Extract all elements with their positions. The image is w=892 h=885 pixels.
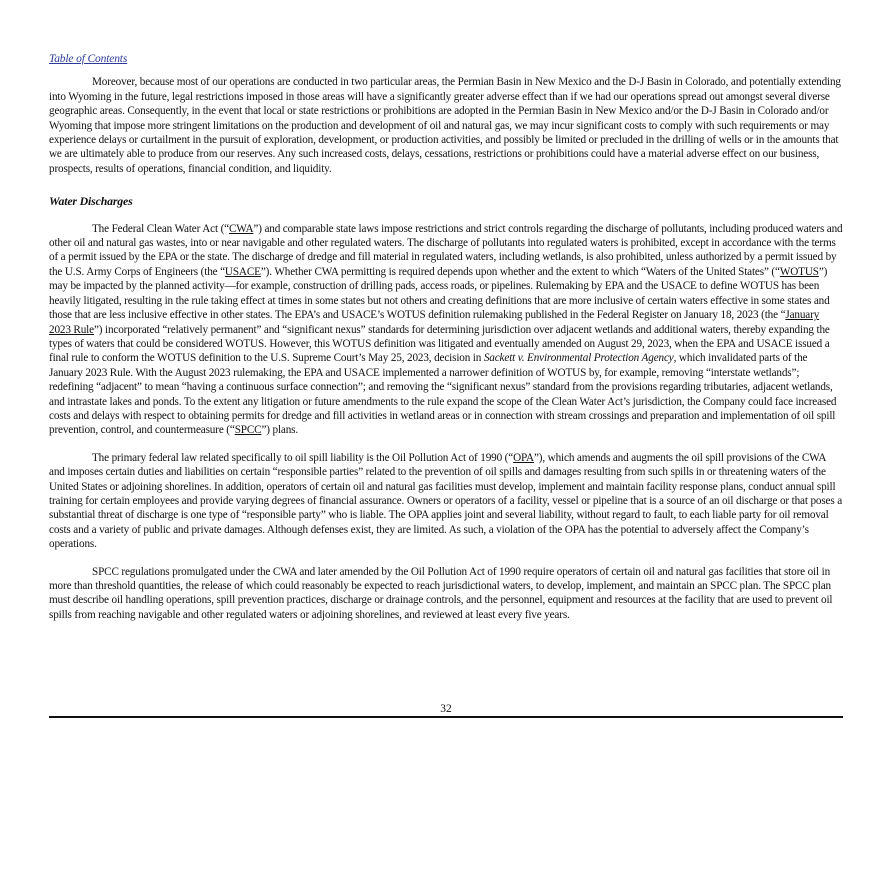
- document-page: [49, 52, 843, 635]
- term-spcc: SPCC: [234, 424, 262, 437]
- table-of-contents-link[interactable]: Table of Contents: [49, 53, 128, 65]
- case-name: Sackett v. Environmental Protection Agency: [483, 352, 674, 365]
- paragraph-oil-pollution-act: The primary federal law related specifically to oil spill liability is the Oil Pollution Act of 1990 (“OPA”), which amends and augments the oil spill provisions of the CWA and imposes certain duties and liabilities on certain “responsible parties” related to the prevention of oil spills and damages resulting from such spills in or threatening waters of the United States or adjoining shorelines. In addition, operators of certain oil and natural gas facilities must develop, implement and maintain facility response plans, conduct annual spill training for certain employees and provide varying degrees of financial assurance. Owners or operators of a facility, vessel or pipeline that is a source of an oil discharge or that poses a substantial threat of discharge is one type of “responsible party” who is liable. The OPA applies joint and several liability, without regard to fault, to each liable party for oil removal costs and a variety of public and private damages. Although defenses exist, they are limited. As such, a violation of the OPA has the potential to adversely affect the Company’s operations.: [49, 451, 843, 551]
- term-january-2023-rule: January 2023 Rule: [49, 309, 820, 336]
- term-usace: USACE: [224, 265, 261, 278]
- section-heading-water-discharges: Water Discharges: [49, 194, 133, 209]
- page-number: 32: [440, 703, 452, 715]
- paragraph-spcc-regulations: SPCC regulations promulgated under the CWA and later amended by the Oil Pollution Act of 1990 require operators of certain oil and natural gas facilities that store oil in more than threshold quantities, the release of which could reasonably be expected to reach jurisdictional waters, to develop, implement, and maintain an SPCC plan. The SPCC plan must describe oil handling operations, spill prevention practices, discharge or drainage controls, and the personnel, equipment and resources at the facility that are used to prevent oil spills from reaching navigable and other regulated waters or adjoining shorelines, and reviewed at least every five years.: [49, 565, 833, 621]
- term-opa: OPA: [513, 451, 534, 464]
- term-cwa: CWA: [228, 222, 254, 235]
- term-wotus: WOTUS: [779, 265, 819, 278]
- paragraph-clean-water-act: The Federal Clean Water Act (“CWA”) and comparable state laws impose restrictions and strict controls regarding the discharge of pollutants, including produced waters and other oil and natural gas wastes, into or near navigable and other regulated waters. The discharge of pollutants into regulated waters is prohibited, except in accordance with the terms of a permit issued by the EPA or the state. The discharge of dredge and fill material in regulated waters, including wetlands, is also prohibited, unless authorized by a permit issued by the U.S. Army Corps of Engineers (the “USACE”). Whether CWA permitting is required depends upon whether and the extent to which “Waters of the United States” (“WOTUS”) may be impacted by the planned activity—for example, construction of drilling pads, access roads, or pipelines. Rulemaking by EPA and the USACE to define WOTUS has been heavily litigated, resulting in the rule taking effect at times in some states but not others and creating definitions that are more inclusive of certain waters effective in some states and those that are less inclusive effective in other states. The EPA’s and USACE’s WOTUS definition rulemaking published in the Federal Register on January 18, 2023 (the “January 2023 Rule”) incorporated “relatively permanent” and “significant nexus” standards for determining jurisdiction over adjacent wetlands and additional waters, thereby expanding the types of waters that could be considered WOTUS. However, this WOTUS definition was litigated and eventually amended on August 29, 2023, when the EPA and USACE issued a final rule to conform the WOTUS definition to the U.S. Supreme Court’s May 25, 2023, decision in Sackett v. Environmental Protection Agency, which invalidated parts of the January 2023 Rule. With the August 2023 rulemaking, the EPA and USACE implemented a narrower definition of WOTUS by, for example, removing “interstate wetlands”; redefining “adjacent” to mean “having a continuous surface connection”; and removing the “significant nexus” standard from the provisions regarding tributaries, adjacent wetlands, and intrastate lakes and ponds. To the extent any litigation or future amendments to the rule expand the scope of the Clean Water Act’s jurisdiction, the Company could face increased costs and delays with respect to obtaining permits for dredge and fill activities in wetland areas or in connection with stream crossings and preparation and implementation of oil spill prevention, control, and countermeasure (“SPCC”) plans.: [49, 222, 843, 437]
- footer-divider: [49, 716, 843, 718]
- paragraph-operations-areas: Moreover, because most of our operations are conducted in two particular areas, the Permian Basin in New Mexico and the D-J Basin in Colorado, and potentially extending into Wyoming in the future, legal restrictions imposed in those areas will have a significantly greater adverse effect than if we had our operations spread out amongst several diverse geographic areas. Consequently, in the event that local or state restrictions or prohibitions are adopted in the Permian Basin in New Mexico and/or the D-J Basin in Colorado and/or Wyoming that impose more stringent limitations on the production and development of oil and natural gas, we may incur significant costs to comply with such requirements or may experience delays or curtailment in the pursuit of exploration, development, or production activities, and possibly be limited or precluded in the drilling of wells or in the amounts that we are ultimately able to produce from our reserves. Any such increased costs, delays, cessations, restrictions or prohibitions could have a material adverse effect on our business, prospects, results of operations, financial condition, and liquidity.: [49, 76, 841, 175]
